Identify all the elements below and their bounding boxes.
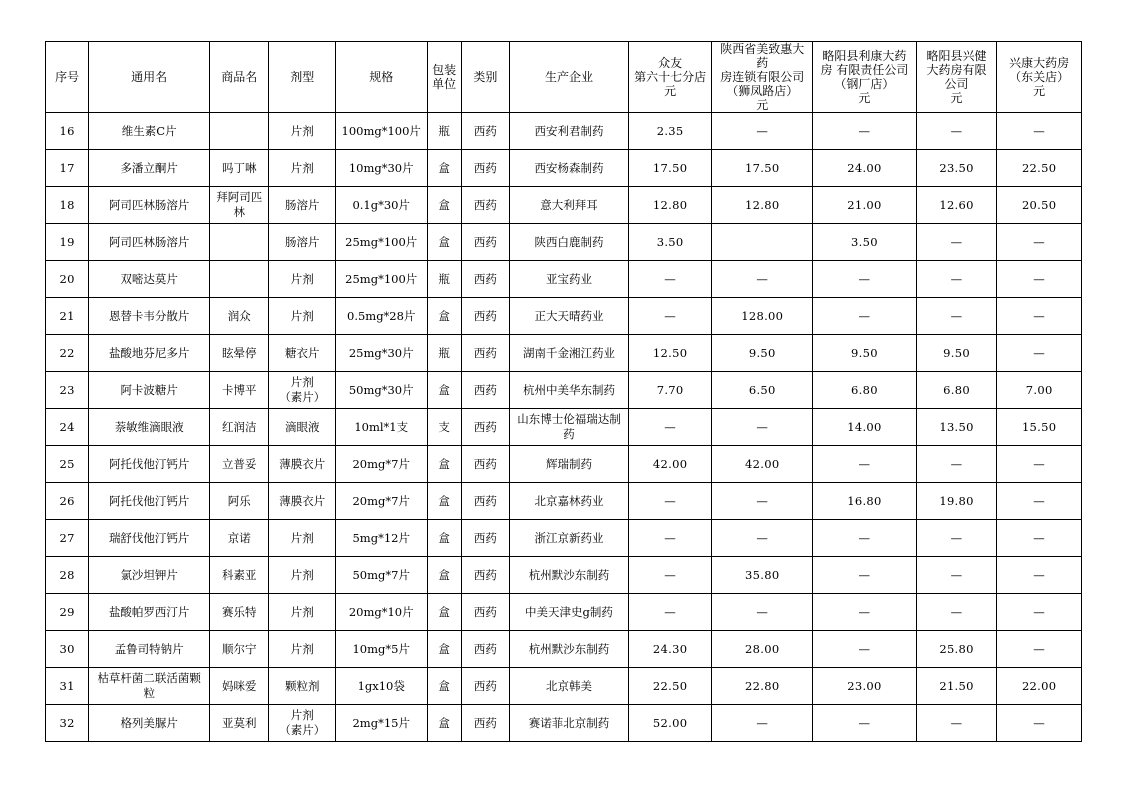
- price-meizhihui-cell: 6.50: [712, 372, 813, 409]
- table-row: [46, 298, 1082, 335]
- table-row: [46, 113, 1082, 150]
- dosage-form-cell: 片剂: [269, 520, 335, 557]
- manufacturer-cell: 辉瑞制药: [510, 446, 629, 483]
- dosage-form-cell: 片剂: [269, 261, 335, 298]
- price-xingjian-cell: —: [916, 261, 997, 298]
- specification-cell: 25mg*100片: [335, 224, 427, 261]
- generic-name-cell: 维生素C片: [89, 113, 210, 150]
- manufacturer-cell: 正大天晴药业: [510, 298, 629, 335]
- category-cell: 西药: [461, 705, 509, 742]
- manufacturer-cell: 西安杨森制药: [510, 150, 629, 187]
- dosage-form-cell: 片剂 （素片）: [269, 372, 335, 409]
- generic-name-cell: 阿托伐他汀钙片: [89, 483, 210, 520]
- manufacturer-cell: 西安利君制药: [510, 113, 629, 150]
- brand-name-cell: 卡博平: [210, 372, 269, 409]
- price-meizhihui-cell: 17.50: [712, 150, 813, 187]
- header-cell: 兴康大药房 （东关店） 元: [997, 42, 1082, 113]
- header-cell: 序号: [46, 42, 89, 113]
- price-xingkang-cell: —: [997, 557, 1082, 594]
- table-row: [46, 705, 1082, 742]
- price-zhongyou-cell: —: [628, 409, 712, 446]
- table-row: [46, 187, 1082, 224]
- table-row: [46, 150, 1082, 187]
- price-xingkang-cell: —: [997, 298, 1082, 335]
- manufacturer-cell: 北京韩美: [510, 668, 629, 705]
- brand-name-cell: 立普妥: [210, 446, 269, 483]
- package-unit-cell: 瓶: [427, 335, 461, 372]
- specification-cell: 10mg*5片: [335, 631, 427, 668]
- category-cell: 西药: [461, 224, 509, 261]
- package-unit-cell: 盒: [427, 446, 461, 483]
- header-cell: 陕西省美致惠大药 房连锁有限公司 （狮凤路店） 元: [712, 42, 813, 113]
- header-cell: 略阳县兴健 大药房有限 公司 元: [916, 42, 997, 113]
- table-row: [46, 668, 1082, 705]
- price-likang-cell: 14.00: [813, 409, 917, 446]
- brand-name-cell: 顺尔宁: [210, 631, 269, 668]
- price-xingjian-cell: —: [916, 446, 997, 483]
- package-unit-cell: 盒: [427, 668, 461, 705]
- category-cell: 西药: [461, 150, 509, 187]
- price-meizhihui-cell: —: [712, 409, 813, 446]
- price-xingjian-cell: 6.80: [916, 372, 997, 409]
- header-cell: 类别: [461, 42, 509, 113]
- row-number-cell: 27: [46, 520, 89, 557]
- package-unit-cell: 盒: [427, 557, 461, 594]
- specification-cell: 10ml*1支: [335, 409, 427, 446]
- row-number-cell: 30: [46, 631, 89, 668]
- price-xingjian-cell: 13.50: [916, 409, 997, 446]
- price-likang-cell: —: [813, 261, 917, 298]
- table-row: [46, 483, 1082, 520]
- specification-cell: 10mg*30片: [335, 150, 427, 187]
- header-cell: 通用名: [89, 42, 210, 113]
- manufacturer-cell: 北京嘉林药业: [510, 483, 629, 520]
- brand-name-cell: 科素亚: [210, 557, 269, 594]
- category-cell: 西药: [461, 113, 509, 150]
- generic-name-cell: 双嘧达莫片: [89, 261, 210, 298]
- row-number-cell: 32: [46, 705, 89, 742]
- price-xingjian-cell: —: [916, 298, 997, 335]
- header-row: [46, 42, 1082, 113]
- category-cell: 西药: [461, 446, 509, 483]
- price-likang-cell: —: [813, 298, 917, 335]
- generic-name-cell: 阿卡波糖片: [89, 372, 210, 409]
- category-cell: 西药: [461, 335, 509, 372]
- category-cell: 西药: [461, 668, 509, 705]
- price-xingkang-cell: 22.00: [997, 668, 1082, 705]
- manufacturer-cell: 亚宝药业: [510, 261, 629, 298]
- specification-cell: 20mg*7片: [335, 483, 427, 520]
- price-meizhihui-cell: 22.80: [712, 668, 813, 705]
- header-cell: 生产企业: [510, 42, 629, 113]
- dosage-form-cell: 片剂 （素片）: [269, 705, 335, 742]
- price-zhongyou-cell: 52.00: [628, 705, 712, 742]
- price-likang-cell: 16.80: [813, 483, 917, 520]
- price-zhongyou-cell: —: [628, 594, 712, 631]
- table-row: [46, 446, 1082, 483]
- header-cell: 包装 单位: [427, 42, 461, 113]
- price-xingjian-cell: —: [916, 520, 997, 557]
- table-row: [46, 335, 1082, 372]
- row-number-cell: 31: [46, 668, 89, 705]
- price-xingkang-cell: —: [997, 335, 1082, 372]
- price-xingkang-cell: 22.50: [997, 150, 1082, 187]
- price-xingjian-cell: 25.80: [916, 631, 997, 668]
- row-number-cell: 18: [46, 187, 89, 224]
- category-cell: 西药: [461, 594, 509, 631]
- specification-cell: 20mg*7片: [335, 446, 427, 483]
- price-zhongyou-cell: 22.50: [628, 668, 712, 705]
- specification-cell: 0.1g*30片: [335, 187, 427, 224]
- brand-name-cell: 眩晕停: [210, 335, 269, 372]
- package-unit-cell: 盒: [427, 520, 461, 557]
- dosage-form-cell: 片剂: [269, 594, 335, 631]
- table-row: [46, 520, 1082, 557]
- price-likang-cell: —: [813, 113, 917, 150]
- price-xingkang-cell: —: [997, 705, 1082, 742]
- table-row: [46, 631, 1082, 668]
- manufacturer-cell: 意大利拜耳: [510, 187, 629, 224]
- manufacturer-cell: 杭州默沙东制药: [510, 557, 629, 594]
- row-number-cell: 22: [46, 335, 89, 372]
- price-xingkang-cell: 20.50: [997, 187, 1082, 224]
- manufacturer-cell: 湖南千金湘江药业: [510, 335, 629, 372]
- price-likang-cell: —: [813, 557, 917, 594]
- generic-name-cell: 盐酸地芬尼多片: [89, 335, 210, 372]
- row-number-cell: 23: [46, 372, 89, 409]
- price-meizhihui-cell: 128.00: [712, 298, 813, 335]
- row-number-cell: 26: [46, 483, 89, 520]
- price-zhongyou-cell: 7.70: [628, 372, 712, 409]
- specification-cell: 25mg*30片: [335, 335, 427, 372]
- dosage-form-cell: 片剂: [269, 631, 335, 668]
- price-zhongyou-cell: 2.35: [628, 113, 712, 150]
- brand-name-cell: [210, 224, 269, 261]
- manufacturer-cell: 赛诺菲北京制药: [510, 705, 629, 742]
- category-cell: 西药: [461, 187, 509, 224]
- price-meizhihui-cell: —: [712, 261, 813, 298]
- brand-name-cell: [210, 261, 269, 298]
- price-xingkang-cell: —: [997, 113, 1082, 150]
- brand-name-cell: 拜阿司匹 林: [210, 187, 269, 224]
- dosage-form-cell: 滴眼液: [269, 409, 335, 446]
- header-cell: 商品名: [210, 42, 269, 113]
- price-likang-cell: 23.00: [813, 668, 917, 705]
- price-meizhihui-cell: —: [712, 705, 813, 742]
- generic-name-cell: 阿司匹林肠溶片: [89, 224, 210, 261]
- generic-name-cell: 阿司匹林肠溶片: [89, 187, 210, 224]
- row-number-cell: 21: [46, 298, 89, 335]
- price-zhongyou-cell: 12.50: [628, 335, 712, 372]
- brand-name-cell: 京诺: [210, 520, 269, 557]
- price-likang-cell: 24.00: [813, 150, 917, 187]
- row-number-cell: 16: [46, 113, 89, 150]
- specification-cell: 20mg*10片: [335, 594, 427, 631]
- table-row: [46, 261, 1082, 298]
- brand-name-cell: 赛乐特: [210, 594, 269, 631]
- price-meizhihui-cell: [712, 224, 813, 261]
- generic-name-cell: 恩替卡韦分散片: [89, 298, 210, 335]
- category-cell: 西药: [461, 409, 509, 446]
- row-number-cell: 19: [46, 224, 89, 261]
- package-unit-cell: 盒: [427, 594, 461, 631]
- row-number-cell: 29: [46, 594, 89, 631]
- price-xingjian-cell: —: [916, 705, 997, 742]
- price-zhongyou-cell: —: [628, 520, 712, 557]
- row-number-cell: 20: [46, 261, 89, 298]
- price-xingjian-cell: 19.80: [916, 483, 997, 520]
- dosage-form-cell: 片剂: [269, 298, 335, 335]
- package-unit-cell: 盒: [427, 372, 461, 409]
- package-unit-cell: 盒: [427, 705, 461, 742]
- price-xingkang-cell: —: [997, 261, 1082, 298]
- brand-name-cell: 亚莫利: [210, 705, 269, 742]
- table-row: [46, 372, 1082, 409]
- header-cell: 剂型: [269, 42, 335, 113]
- category-cell: 西药: [461, 298, 509, 335]
- dosage-form-cell: 肠溶片: [269, 224, 335, 261]
- package-unit-cell: 瓶: [427, 261, 461, 298]
- category-cell: 西药: [461, 520, 509, 557]
- price-likang-cell: —: [813, 446, 917, 483]
- row-number-cell: 25: [46, 446, 89, 483]
- dosage-form-cell: 肠溶片: [269, 187, 335, 224]
- price-likang-cell: —: [813, 520, 917, 557]
- package-unit-cell: 盒: [427, 298, 461, 335]
- price-zhongyou-cell: —: [628, 261, 712, 298]
- generic-name-cell: 阿托伐他汀钙片: [89, 446, 210, 483]
- price-xingjian-cell: —: [916, 113, 997, 150]
- header-cell: 规格: [335, 42, 427, 113]
- price-zhongyou-cell: —: [628, 557, 712, 594]
- specification-cell: 50mg*30片: [335, 372, 427, 409]
- price-xingjian-cell: —: [916, 557, 997, 594]
- price-xingkang-cell: —: [997, 483, 1082, 520]
- price-xingjian-cell: 21.50: [916, 668, 997, 705]
- header-cell: 众友 第六十七分店 元: [628, 42, 712, 113]
- manufacturer-cell: 山东博士伦福瑞达制 药: [510, 409, 629, 446]
- manufacturer-cell: 中美天津史g制药: [510, 594, 629, 631]
- generic-name-cell: 瑞舒伐他汀钙片: [89, 520, 210, 557]
- price-meizhihui-cell: —: [712, 594, 813, 631]
- brand-name-cell: 润众: [210, 298, 269, 335]
- price-meizhihui-cell: 12.80: [712, 187, 813, 224]
- price-meizhihui-cell: 42.00: [712, 446, 813, 483]
- dosage-form-cell: 片剂: [269, 113, 335, 150]
- price-xingjian-cell: 12.60: [916, 187, 997, 224]
- dosage-form-cell: 薄膜衣片: [269, 483, 335, 520]
- category-cell: 西药: [461, 557, 509, 594]
- row-number-cell: 28: [46, 557, 89, 594]
- header-cell: 略阳县利康大药 房 有限责任公司 （钢厂店） 元: [813, 42, 917, 113]
- price-likang-cell: 9.50: [813, 335, 917, 372]
- dosage-form-cell: 片剂: [269, 150, 335, 187]
- category-cell: 西药: [461, 372, 509, 409]
- price-zhongyou-cell: —: [628, 298, 712, 335]
- table-row: [46, 557, 1082, 594]
- price-meizhihui-cell: —: [712, 520, 813, 557]
- price-xingjian-cell: —: [916, 224, 997, 261]
- price-likang-cell: —: [813, 705, 917, 742]
- price-xingkang-cell: —: [997, 520, 1082, 557]
- price-meizhihui-cell: 28.00: [712, 631, 813, 668]
- generic-name-cell: 格列美脲片: [89, 705, 210, 742]
- specification-cell: 5mg*12片: [335, 520, 427, 557]
- dosage-form-cell: 糖衣片: [269, 335, 335, 372]
- manufacturer-cell: 杭州中美华东制药: [510, 372, 629, 409]
- specification-cell: 25mg*100片: [335, 261, 427, 298]
- price-meizhihui-cell: —: [712, 483, 813, 520]
- generic-name-cell: 氯沙坦钾片: [89, 557, 210, 594]
- dosage-form-cell: 片剂: [269, 557, 335, 594]
- row-number-cell: 17: [46, 150, 89, 187]
- price-likang-cell: —: [813, 594, 917, 631]
- price-meizhihui-cell: —: [712, 113, 813, 150]
- price-xingjian-cell: —: [916, 594, 997, 631]
- package-unit-cell: 盒: [427, 224, 461, 261]
- generic-name-cell: 枯草杆菌二联活菌颗 粒: [89, 668, 210, 705]
- price-meizhihui-cell: 9.50: [712, 335, 813, 372]
- price-zhongyou-cell: 3.50: [628, 224, 712, 261]
- table-row: [46, 224, 1082, 261]
- price-xingjian-cell: 23.50: [916, 150, 997, 187]
- table-body: [46, 113, 1082, 742]
- manufacturer-cell: 浙江京新药业: [510, 520, 629, 557]
- price-xingkang-cell: —: [997, 224, 1082, 261]
- price-zhongyou-cell: 24.30: [628, 631, 712, 668]
- specification-cell: 1gx10袋: [335, 668, 427, 705]
- dosage-form-cell: 薄膜衣片: [269, 446, 335, 483]
- price-likang-cell: 3.50: [813, 224, 917, 261]
- price-meizhihui-cell: 35.80: [712, 557, 813, 594]
- price-zhongyou-cell: 12.80: [628, 187, 712, 224]
- price-zhongyou-cell: 17.50: [628, 150, 712, 187]
- price-likang-cell: 21.00: [813, 187, 917, 224]
- manufacturer-cell: 杭州默沙东制药: [510, 631, 629, 668]
- price-zhongyou-cell: —: [628, 483, 712, 520]
- price-likang-cell: 6.80: [813, 372, 917, 409]
- price-xingkang-cell: 15.50: [997, 409, 1082, 446]
- package-unit-cell: 盒: [427, 150, 461, 187]
- package-unit-cell: 盒: [427, 483, 461, 520]
- generic-name-cell: 萘敏维滴眼液: [89, 409, 210, 446]
- specification-cell: 0.5mg*28片: [335, 298, 427, 335]
- generic-name-cell: 盐酸帕罗西汀片: [89, 594, 210, 631]
- category-cell: 西药: [461, 631, 509, 668]
- price-zhongyou-cell: 42.00: [628, 446, 712, 483]
- table-row: [46, 594, 1082, 631]
- drug-price-table: [45, 41, 1082, 742]
- brand-name-cell: 妈咪爱: [210, 668, 269, 705]
- package-unit-cell: 支: [427, 409, 461, 446]
- specification-cell: 2mg*15片: [335, 705, 427, 742]
- brand-name-cell: 红润洁: [210, 409, 269, 446]
- specification-cell: 100mg*100片: [335, 113, 427, 150]
- package-unit-cell: 盒: [427, 187, 461, 224]
- dosage-form-cell: 颗粒剂: [269, 668, 335, 705]
- table-row: [46, 409, 1082, 446]
- category-cell: 西药: [461, 483, 509, 520]
- price-xingkang-cell: 7.00: [997, 372, 1082, 409]
- price-xingkang-cell: —: [997, 594, 1082, 631]
- package-unit-cell: 盒: [427, 631, 461, 668]
- price-xingjian-cell: 9.50: [916, 335, 997, 372]
- brand-name-cell: 阿乐: [210, 483, 269, 520]
- generic-name-cell: 孟鲁司特钠片: [89, 631, 210, 668]
- price-xingkang-cell: —: [997, 631, 1082, 668]
- manufacturer-cell: 陕西白鹿制药: [510, 224, 629, 261]
- brand-name-cell: 吗丁啉: [210, 150, 269, 187]
- price-xingkang-cell: —: [997, 446, 1082, 483]
- brand-name-cell: [210, 113, 269, 150]
- package-unit-cell: 瓶: [427, 113, 461, 150]
- generic-name-cell: 多潘立酮片: [89, 150, 210, 187]
- price-likang-cell: —: [813, 631, 917, 668]
- specification-cell: 50mg*7片: [335, 557, 427, 594]
- row-number-cell: 24: [46, 409, 89, 446]
- category-cell: 西药: [461, 261, 509, 298]
